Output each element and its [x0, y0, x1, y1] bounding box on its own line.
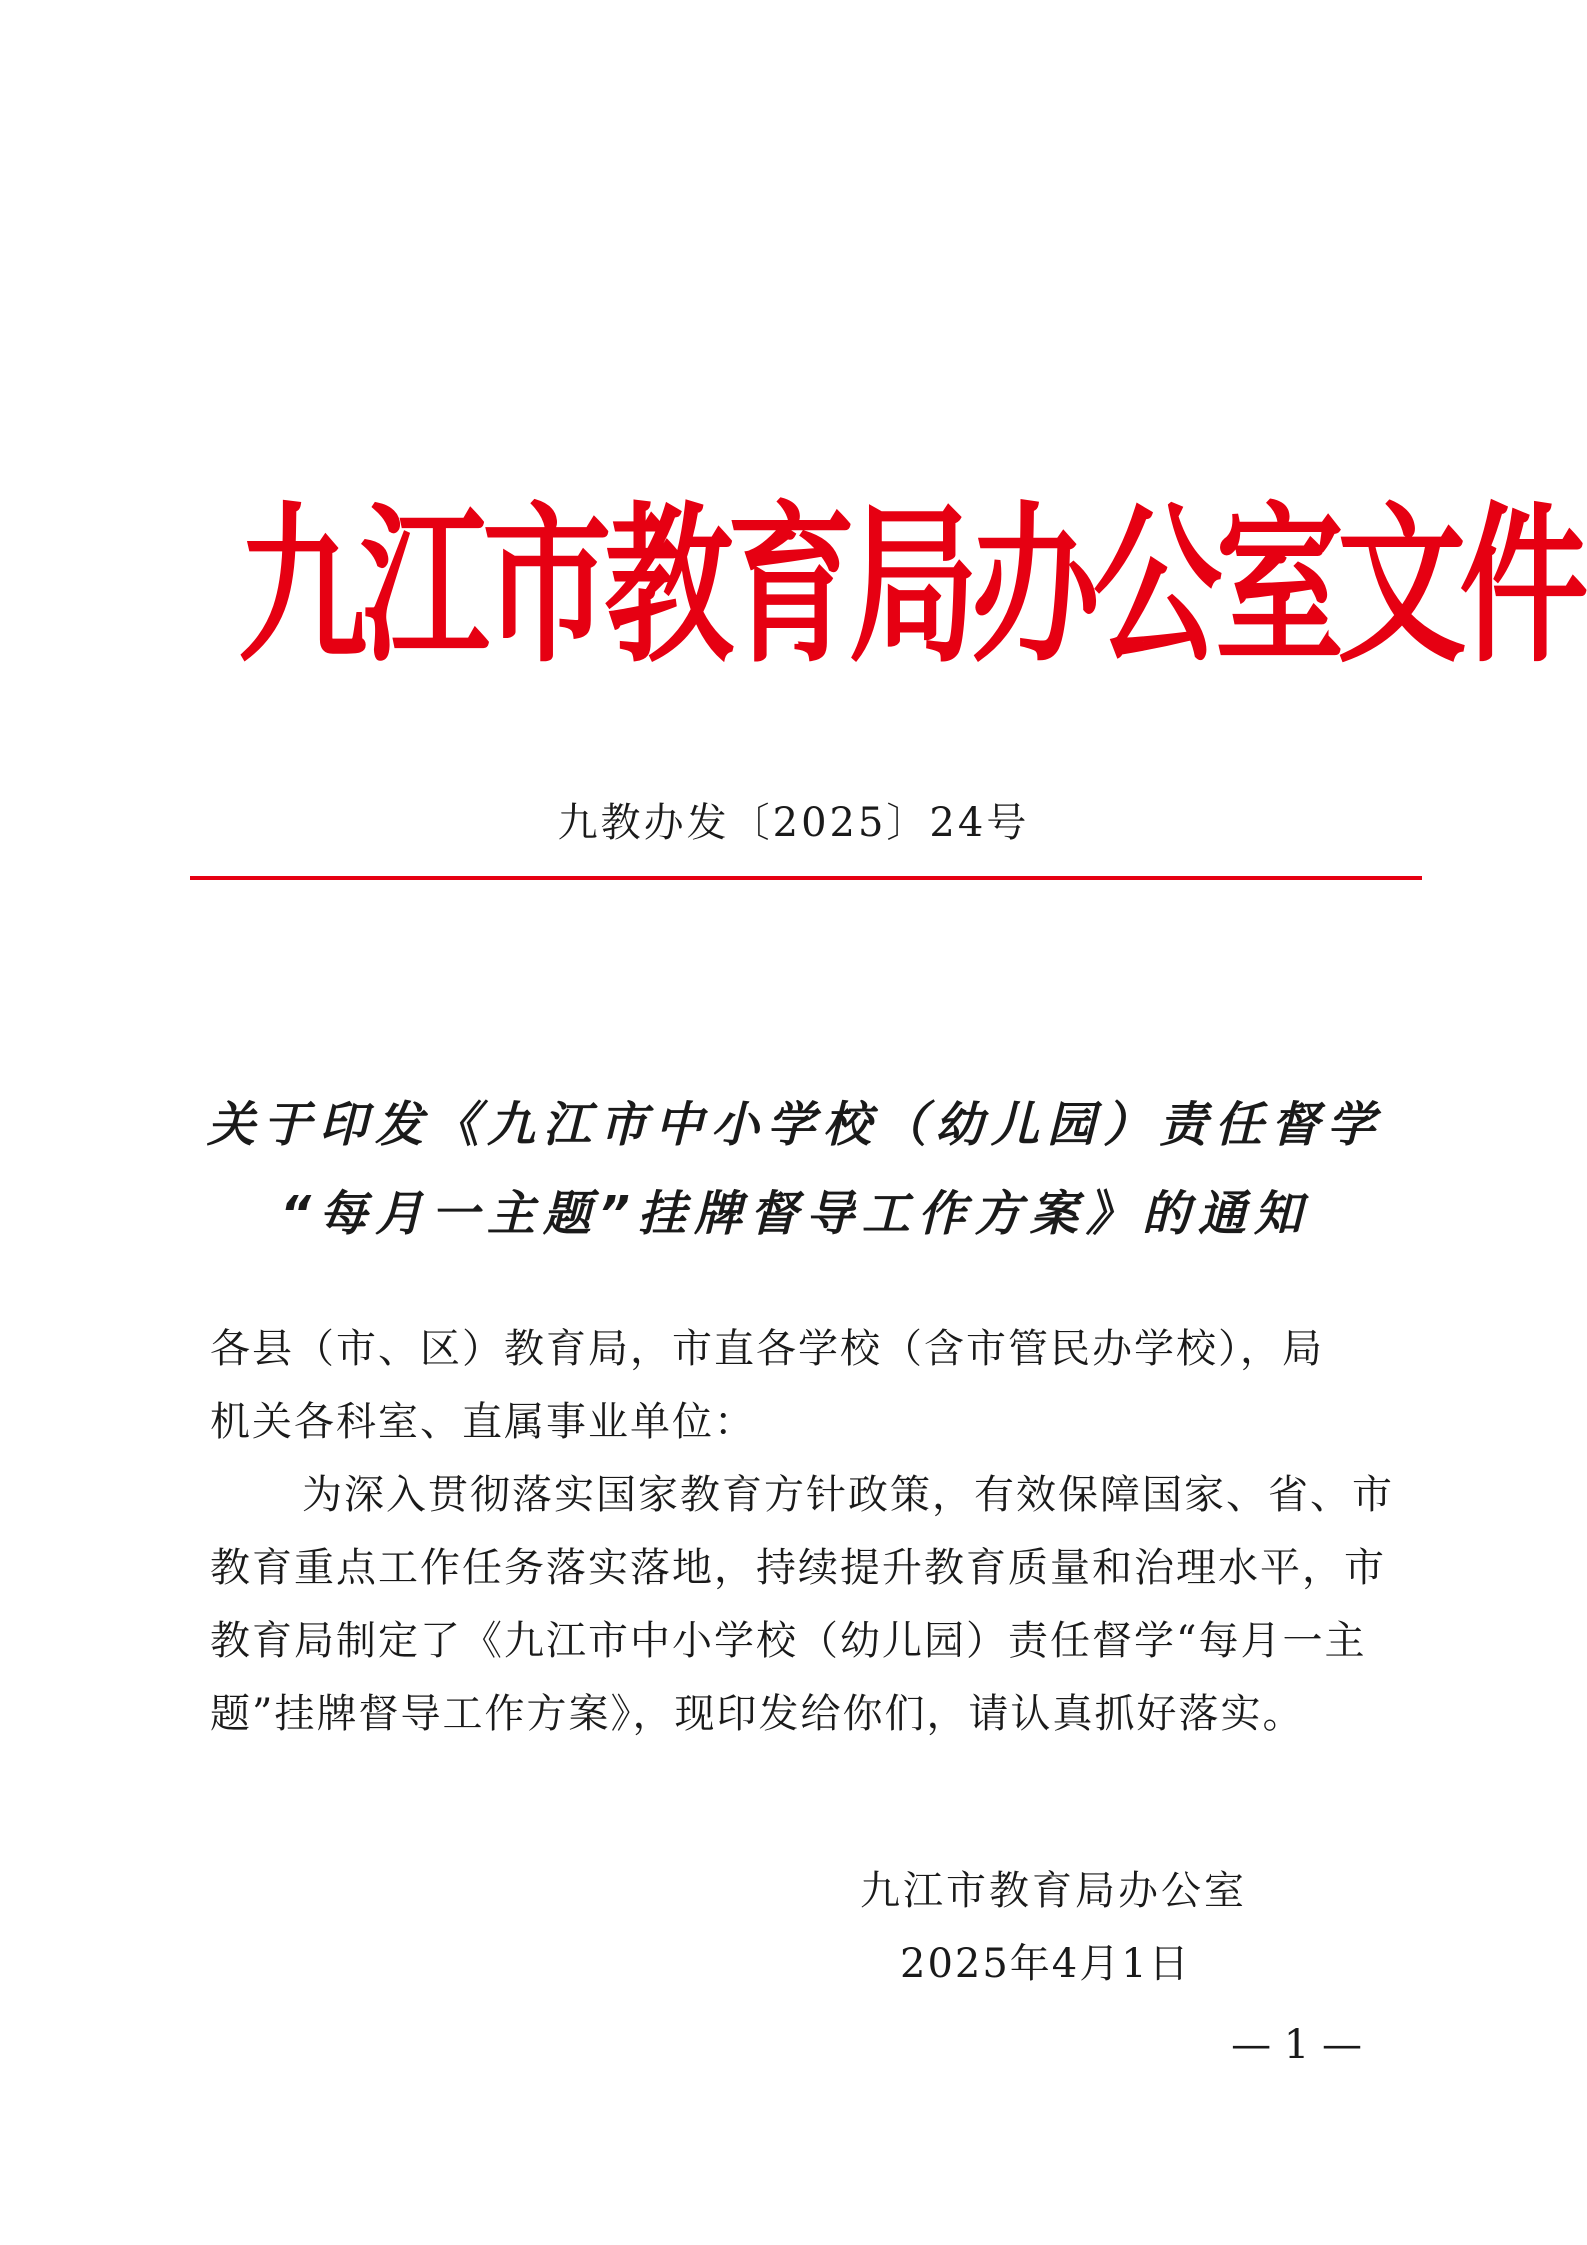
- signature-date: 2025年4月1日: [900, 1941, 1191, 1987]
- body-paragraph-line-2: 教育重点工作任务落实落地，持续提升教育质量和治理水平，市: [210, 1545, 1386, 1591]
- recipient-line-1: 各县（市、区）教育局，市直各学校（含市管民办学校），局: [210, 1326, 1324, 1372]
- document-header-title: 九江市教育局办公室文件: [238, 485, 1582, 686]
- red-header-divider: [190, 876, 1422, 880]
- document-number: 九教办发〔2025〕24号: [557, 800, 1030, 846]
- notice-title-line-2: “每月一主题”挂牌督导工作方案》的通知: [280, 1185, 1310, 1242]
- signature-organization: 九江市教育局办公室: [860, 1868, 1247, 1914]
- body-paragraph-line-3: 教育局制定了《九江市中小学校（幼儿园）责任督学“每月一主: [210, 1618, 1367, 1664]
- body-paragraph-line-1: 为深入贯彻落实国家教育方针政策，有效保障国家、省、市: [302, 1472, 1394, 1518]
- page-number: — 1 —: [1231, 2022, 1362, 2068]
- notice-title-line-1: 关于印发《九江市中小学校（幼儿园）责任督学: [206, 1096, 1383, 1153]
- body-paragraph-line-4: 题”挂牌督导工作方案》，现印发给你们，请认真抓好落实。: [210, 1691, 1305, 1737]
- recipient-line-2: 机关各科室、直属事业单位：: [210, 1399, 756, 1445]
